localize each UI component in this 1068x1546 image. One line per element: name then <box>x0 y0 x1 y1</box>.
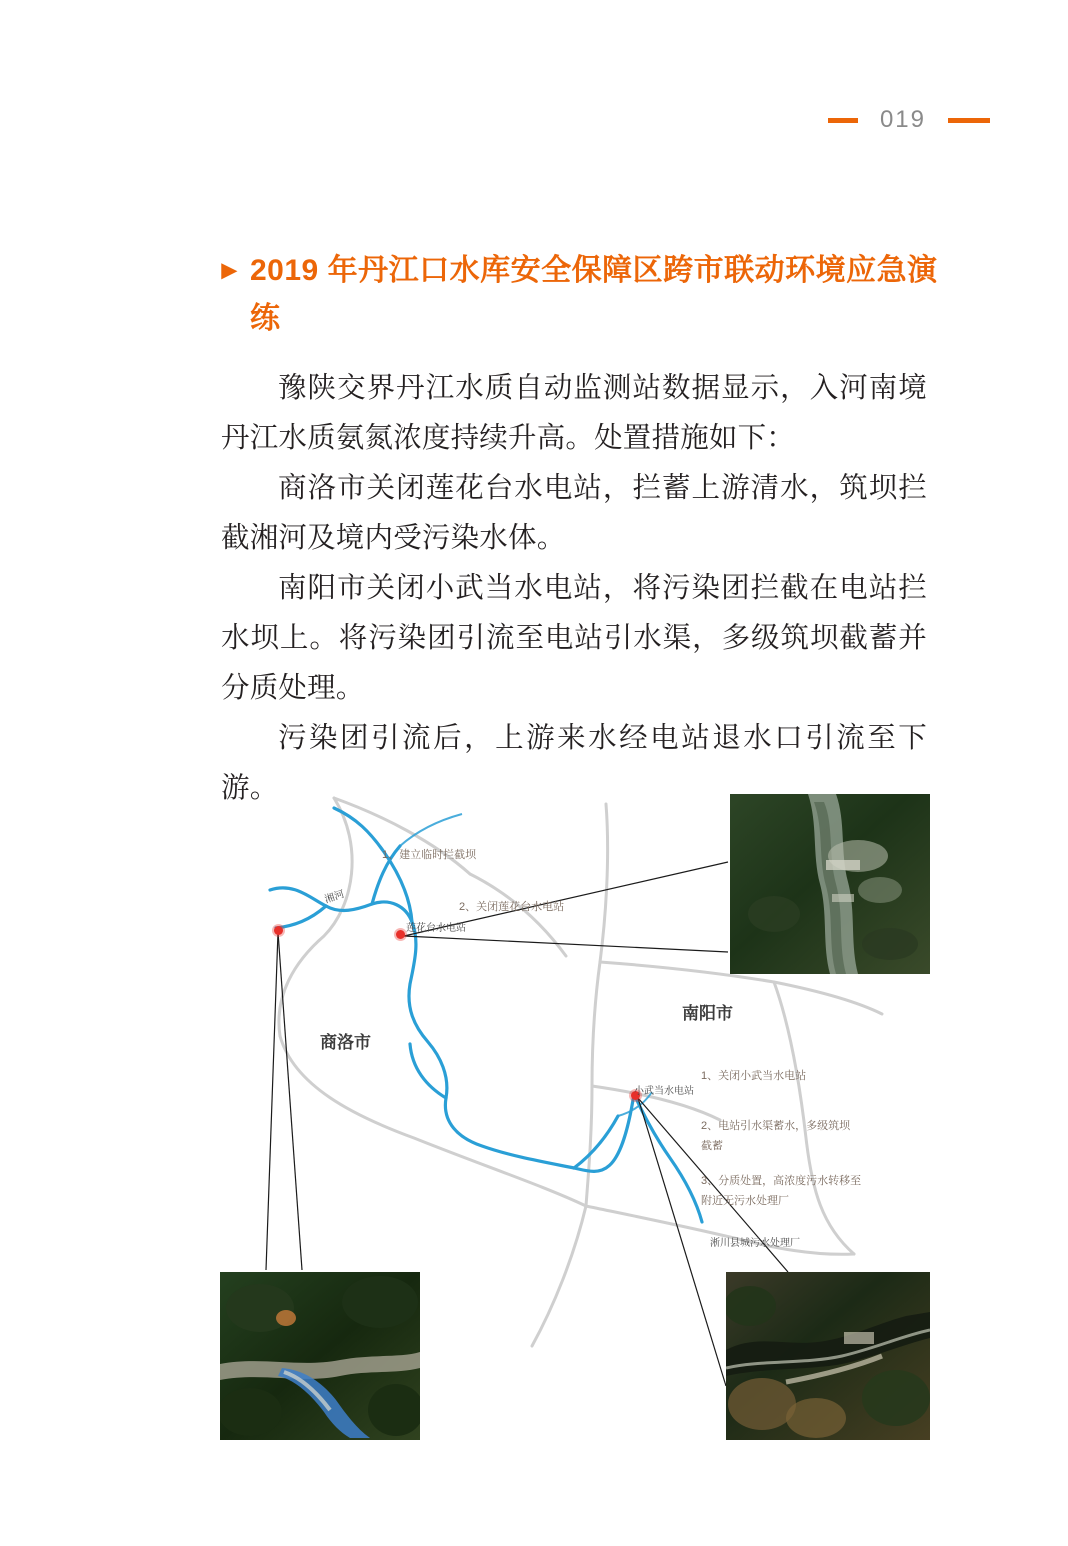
paragraph: 豫陕交界丹江水质自动监测站数据显示，入河南境丹江水质氨氮浓度持续升高。处置措施如下： <box>221 373 927 454</box>
page-header <box>828 108 990 132</box>
map-site-lianhuatai: 莲花台水电站 <box>406 923 466 934</box>
map-marker-xianghe <box>274 926 283 935</box>
map-site-wastewater-plant: 淅川县城污水处理厂 <box>710 1238 800 1249</box>
header-dash-right-icon <box>948 118 990 123</box>
map-note-2: 2、关闭莲花台水电站 <box>459 901 565 913</box>
page-title: 2019 年丹江口水库安全保障区跨市联动环境应急演练 <box>250 254 938 335</box>
paragraph: 商洛市关闭莲花台水电站，拦蓄上游清水，筑坝拦截湘河及境内受污染水体。 <box>221 473 927 554</box>
map-note-1: 1、建立临时拦截坝 <box>382 849 477 861</box>
header-dash-left-icon <box>828 118 858 123</box>
map-note-3: 1、关闭小武当水电站 <box>701 1070 807 1082</box>
section-title <box>216 247 940 343</box>
body-copy <box>221 364 927 814</box>
map-site-xianghe: 湘河 <box>323 889 346 906</box>
title-bullet-icon: ► <box>216 255 243 285</box>
map-annotation-layer <box>214 786 930 1446</box>
map-note-4: 2、电站引水渠蓄水，多级筑坝截蓄 <box>701 1120 851 1152</box>
figure-emergency-drill-map <box>214 786 930 1446</box>
map-note-5: 3、分质处置，高浓度污水转移至附近无污水处理厂 <box>701 1175 862 1207</box>
page-number: 019 <box>879 106 926 133</box>
map-label-shangluo: 商洛市 <box>320 1033 371 1052</box>
map-site-xiaowudang: 小武当水电站 <box>634 1086 694 1097</box>
paragraph: 南阳市关闭小武当水电站，将污染团拦截在电站拦水坝上。将污染团引流至电站引水渠，多级筑坝截蓄并分质处理。 <box>221 573 927 704</box>
map-label-nanyang: 南阳市 <box>682 1004 733 1023</box>
map-marker-lianhuatai <box>396 930 405 939</box>
paragraph: 污染团引流后，上游来水经电站退水口引流至下游。 <box>221 723 927 804</box>
